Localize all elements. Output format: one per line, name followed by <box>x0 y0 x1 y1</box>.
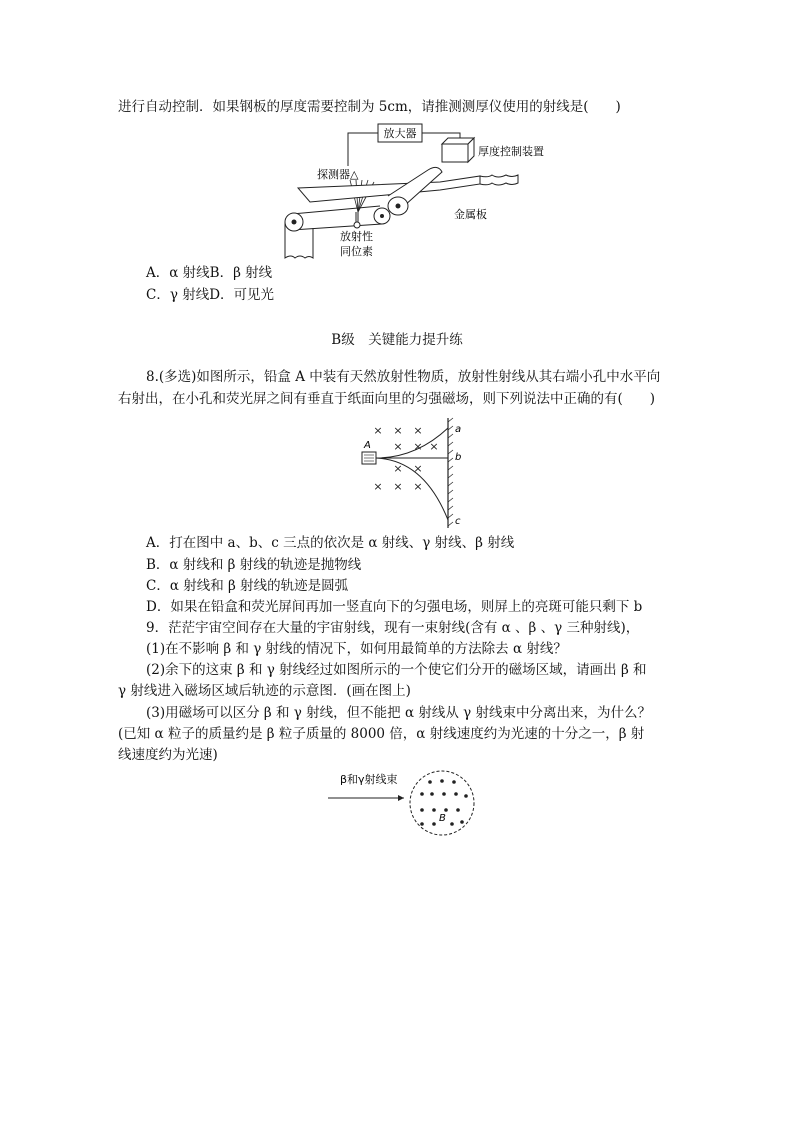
q8-stem-2: 右射出，在小孔和荧光屏之间有垂直于纸面向里的匀强磁场，则下列说法中正确的有( ) <box>118 391 656 407</box>
q7-options-row1: A．α 射线B．β 射线 <box>146 265 273 281</box>
label-a: a <box>455 424 462 435</box>
svg-text:×: × <box>413 424 423 437</box>
svg-text:×: × <box>413 480 423 493</box>
q9-part1: (1)在不影响 β 和 γ 射线的情况下，如何用最简单的方法除去 α 射线？ <box>146 641 567 657</box>
q9-part3-line2: (已知 α 粒子的质量约是 β 粒子质量的 8000 倍，α 射线速度约为光速的十分之一，β 射 <box>118 726 645 742</box>
label-b: b <box>455 452 462 463</box>
q9-part2-line1: (2)余下的这束 β 和 γ 射线经过如图所示的一个使它们分开的磁场区域，请画出 β 和 <box>146 662 647 678</box>
label-c: c <box>455 516 461 527</box>
label-A: A <box>364 440 371 451</box>
magnetic-field-figure <box>356 416 472 532</box>
svg-text:×: × <box>373 480 383 493</box>
q8-option-b: B．α 射线和 β 射线的轨迹是抛物线 <box>146 557 362 573</box>
q9-part2-line2: γ 射线进入磁场区域后轨迹的示意图．(画在图上) <box>118 683 411 699</box>
q8-option-a: A．打在图中 a、b、c 三点的依次是 α 射线、γ 射线、β 射线 <box>146 535 515 551</box>
label-B: B <box>439 813 446 824</box>
field-region-figure <box>326 766 486 838</box>
q8-option-d: D．如果在铅盒和荧光屏间再加一竖直向下的匀强电场，则屏上的亮斑可能只剩下 b <box>146 599 643 615</box>
q8-stem-1: 8.(多选)如图所示，铅盒 A 中装有天然放射性物质，放射性射线从其右端小孔中水平向 <box>146 369 661 385</box>
thickness-gauge-figure <box>270 118 570 263</box>
q7-stem: 进行自动控制．如果钢板的厚度需要控制为 5cm，请推测测厚仪使用的射线是( ) <box>118 99 621 115</box>
beam-label: β和γ射线束 <box>340 773 398 786</box>
amplifier-label: 放大器 <box>383 127 417 140</box>
svg-text:×: × <box>393 462 403 475</box>
metal-plate-label: 金属板 <box>454 208 487 221</box>
detector-label: 探测器△ <box>317 168 359 181</box>
svg-text:×: × <box>393 424 403 437</box>
svg-text:×: × <box>413 462 423 475</box>
svg-text:×: × <box>413 440 423 453</box>
isotope-label-2: 同位素 <box>340 245 373 258</box>
q7-options-row2: C．γ 射线D．可见光 <box>146 287 275 303</box>
svg-text:×: × <box>373 424 383 437</box>
svg-text:×: × <box>393 440 403 453</box>
q9-stem: 9．茫茫宇宙空间存在大量的宇宙射线，现有一束射线(含有 α 、β 、γ 三种射线)， <box>146 620 640 636</box>
q9-part3-line1: (3)用磁场可以区分 β 和 γ 射线，但不能把 α 射线从 γ 射线束中分离出来，为什么？ <box>146 705 652 721</box>
section-title: B级 关键能力提升练 <box>331 332 463 348</box>
isotope-label-1: 放射性 <box>340 230 373 243</box>
controller-label: 厚度控制装置 <box>478 145 544 158</box>
svg-text:×: × <box>393 480 403 493</box>
svg-text:×: × <box>429 440 439 453</box>
q8-option-c: C．α 射线和 β 射线的轨迹是圆弧 <box>146 578 349 594</box>
q9-part3-line3: 线速度约为光速) <box>118 747 218 763</box>
